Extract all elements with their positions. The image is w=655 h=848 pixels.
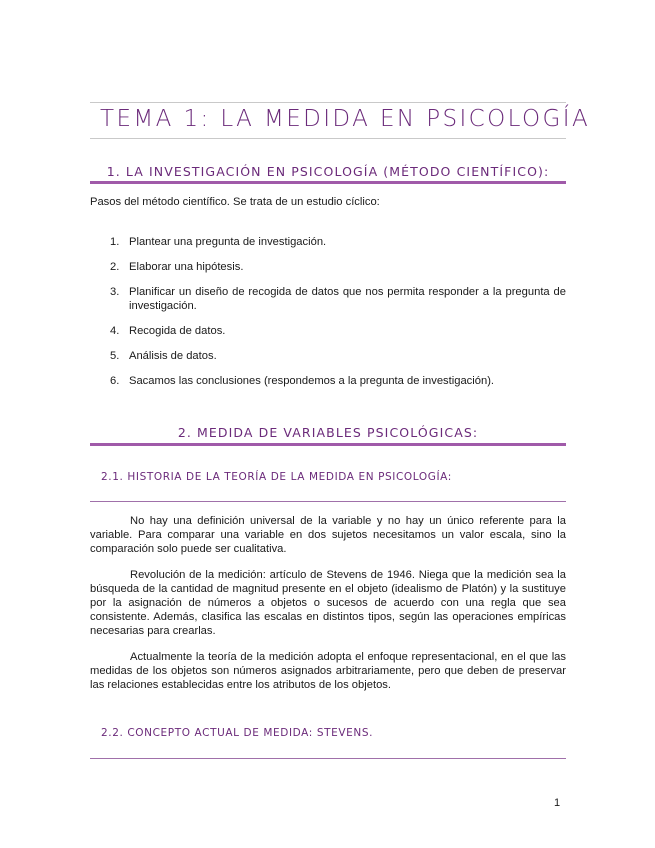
paragraph-measurement-revolution: Revolución de la medición: artículo de Stevens de 1946. Niega que la medición sea la búsqueda de la cantidad de magnitud presente en el objeto (idealismo de Platón) y la sustituye por la asignación de números a objetos o sucesos de acuerdo con una regla que sea consistente. Además, clasifica las escalas en distintos tipos, según las operaciones empíricas necesarias para crearlas. bbox=[90, 569, 566, 637]
list-item-text: Análisis de datos. bbox=[129, 350, 217, 362]
subsection-2-2-heading: 2.2. CONCEPTO ACTUAL DE MEDIDA: STEVENS. bbox=[101, 727, 374, 739]
list-item-number: 3. bbox=[110, 286, 120, 298]
paragraph-representational-approach: Actualmente la teoría de la medición adopta el enfoque representacional, en el que las medidas de los objetos son números asignados arbitrariamente, pero que deben de preservar las relaciones establecidas entre los atributos de los objetos. bbox=[90, 651, 566, 691]
section-1-rule bbox=[90, 181, 566, 184]
paragraph-stevens-intro: No hay una definición universal de la variable y no hay un único referente para la variable. Para comparar una variable en dos sujetos necesitamos un valor escala, sino la comparación solo puede ser cualitativa. bbox=[90, 515, 566, 555]
list-item-text: Elaborar una hipótesis. bbox=[129, 261, 244, 273]
document-title: TEMA 1: LA MEDIDA EN PSICOLOGÍA bbox=[100, 106, 591, 132]
subsection-2-1-rule bbox=[90, 501, 566, 502]
list-item-number: 5. bbox=[110, 350, 120, 362]
list-item-number: 1. bbox=[110, 236, 120, 248]
section-2-heading: 2. MEDIDA DE VARIABLES PSICOLÓGICAS: bbox=[177, 425, 479, 440]
list-item-text: Plantear una pregunta de investigación. bbox=[129, 236, 327, 248]
section-1-intro: Pasos del método científico. Se trata de un estudio cíclico: bbox=[90, 196, 380, 208]
list-item-number: 2. bbox=[110, 261, 120, 273]
section-1-heading: 1. LA INVESTIGACIÓN EN PSICOLOGÍA (MÉTODO CIENTÍFICO): bbox=[106, 164, 550, 179]
subsection-2-1-heading: 2.1. HISTORIA DE LA TEORÍA DE LA MEDIDA EN PSICOLOGÍA: bbox=[101, 471, 452, 483]
section-2-rule bbox=[90, 443, 566, 446]
list-item-number: 4. bbox=[110, 325, 120, 337]
list-item-text: Recogida de datos. bbox=[129, 325, 226, 337]
subsection-2-2-rule bbox=[90, 758, 566, 759]
title-rule-top bbox=[90, 102, 566, 103]
list-item-text: Sacamos las conclusiones (respondemos a la pregunta de investigación). bbox=[129, 375, 495, 387]
list-item-text: Planificar un diseño de recogida de datos que nos permita responder a la pregunta de investigación. bbox=[129, 286, 566, 312]
page-number: 1 bbox=[554, 797, 561, 809]
title-rule-bottom bbox=[90, 138, 566, 139]
list-item-number: 6. bbox=[110, 375, 120, 387]
